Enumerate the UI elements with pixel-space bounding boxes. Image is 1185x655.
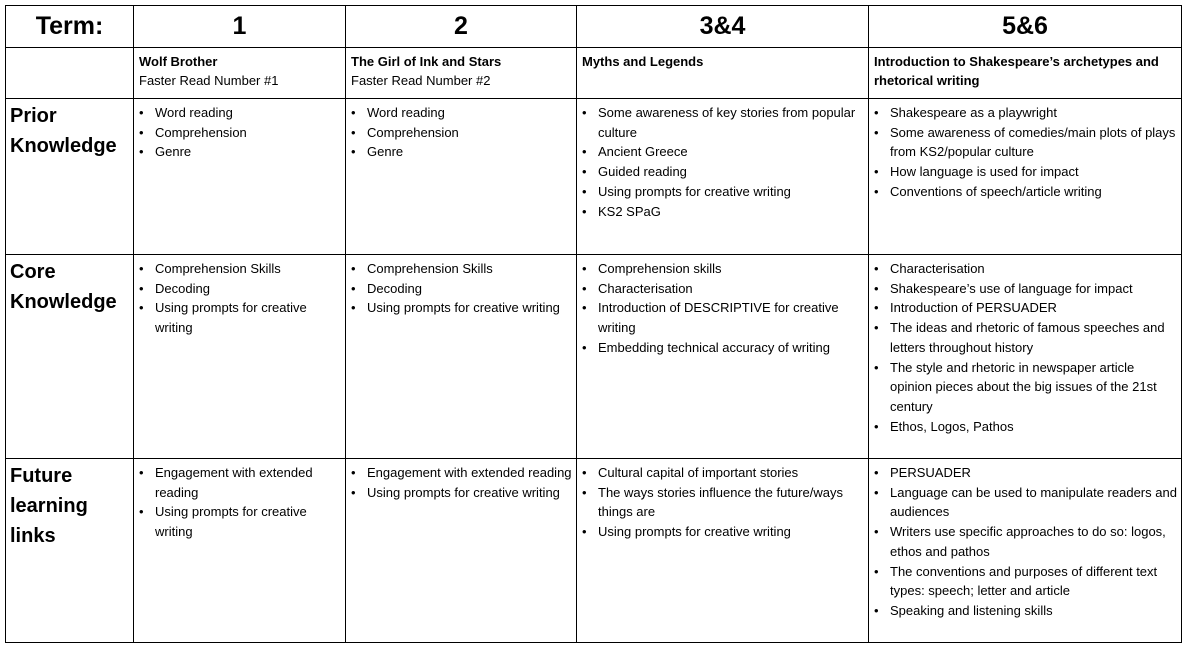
core-knowledge-row xyxy=(6,255,1182,459)
bullet-list xyxy=(577,99,868,221)
bullet-list xyxy=(134,255,345,338)
bullet-list xyxy=(134,459,345,542)
list-item: • Using prompts for creative writing xyxy=(367,298,572,318)
bullet-list xyxy=(577,459,868,542)
list-item: • Using prompts for creative writing xyxy=(367,483,572,503)
content-cell xyxy=(134,99,346,255)
bullet-list xyxy=(869,459,1181,621)
list-item: • Word reading xyxy=(367,103,572,123)
content-cell xyxy=(869,459,1182,643)
term-2-heading: 2 xyxy=(346,6,577,48)
content-cell xyxy=(577,459,869,643)
term-label: Term: xyxy=(6,6,134,48)
list-item: • Comprehension skills xyxy=(598,259,864,279)
unit-cell-term-1 xyxy=(134,48,346,99)
list-item: • Cultural capital of important stories xyxy=(598,463,864,483)
list-item: • Introduction of PERSUADER xyxy=(890,298,1177,318)
bullet-list xyxy=(346,255,576,318)
content-cell xyxy=(346,459,577,643)
term-3-4-heading: 3&4 xyxy=(577,6,869,48)
content-cell xyxy=(577,255,869,459)
content-cell xyxy=(869,255,1182,459)
list-item: • Language can be used to manipulate readers and audiences xyxy=(890,483,1177,522)
row-label: Prior Knowledge xyxy=(10,105,117,157)
bullet-list xyxy=(869,255,1181,436)
row-label-cell xyxy=(6,459,134,643)
content-cell xyxy=(346,99,577,255)
unit-title: Myths and Legends xyxy=(582,54,704,69)
list-item: • Using prompts for creative writing xyxy=(155,502,341,541)
list-item: • Genre xyxy=(367,142,572,162)
bullet-list xyxy=(346,459,576,502)
unit-title: Introduction to Shakespeare’s archetypes and rhetorical writing xyxy=(874,54,1159,88)
bullet-list xyxy=(346,99,576,162)
prior-knowledge-row xyxy=(6,99,1182,255)
list-item: • Conventions of speech/article writing xyxy=(890,182,1177,202)
list-item: • Engagement with extended reading xyxy=(155,463,341,502)
unit-title: Wolf Brother xyxy=(139,54,218,69)
row-label-cell xyxy=(6,99,134,255)
bullet-list xyxy=(134,99,345,162)
list-item: • Embedding technical accuracy of writing xyxy=(598,338,864,358)
list-item: • Guided reading xyxy=(598,162,864,182)
list-item: • PERSUADER xyxy=(890,463,1177,483)
unit-cell-term-2 xyxy=(346,48,577,99)
list-item: • Ancient Greece xyxy=(598,142,864,162)
list-item: • Shakespeare’s use of language for impact xyxy=(890,279,1177,299)
list-item: • Some awareness of key stories from popular culture xyxy=(598,103,864,142)
content-cell xyxy=(869,99,1182,255)
list-item: • Comprehension xyxy=(367,123,572,143)
unit-subtitle: Faster Read Number #2 xyxy=(351,73,491,88)
unit-row xyxy=(6,48,1182,99)
list-item: • Decoding xyxy=(367,279,572,299)
term-1-heading: 1 xyxy=(134,6,346,48)
row-label: Core Knowledge xyxy=(10,261,117,313)
curriculum-table xyxy=(5,5,1182,643)
header-row xyxy=(6,6,1182,48)
list-item: • The style and rhetoric in newspaper article opinion pieces about the big issues of the 21st century xyxy=(890,358,1177,417)
list-item: • Writers use specific approaches to do so: logos, ethos and pathos xyxy=(890,522,1177,561)
unit-cell-term-5-6 xyxy=(869,48,1182,99)
list-item: • Speaking and listening skills xyxy=(890,601,1177,621)
list-item: • The ideas and rhetoric of famous speeches and letters throughout history xyxy=(890,318,1177,357)
list-item: • Characterisation xyxy=(598,279,864,299)
unit-subtitle: Faster Read Number #1 xyxy=(139,73,279,88)
row-label: Future learning links xyxy=(10,465,88,547)
list-item: • Using prompts for creative writing xyxy=(598,522,864,542)
list-item: • Ethos, Logos, Pathos xyxy=(890,417,1177,437)
bullet-list xyxy=(577,255,868,358)
list-item: • Using prompts for creative writing xyxy=(598,182,864,202)
list-item: • Characterisation xyxy=(890,259,1177,279)
term-5-6-heading: 5&6 xyxy=(869,6,1182,48)
future-learning-row xyxy=(6,459,1182,643)
list-item: • Comprehension xyxy=(155,123,341,143)
content-cell xyxy=(134,255,346,459)
list-item: • Comprehension Skills xyxy=(155,259,341,279)
list-item: • The ways stories influence the future/ways things are xyxy=(598,483,864,522)
list-item: • Engagement with extended reading xyxy=(367,463,572,483)
unit-title: The Girl of Ink and Stars xyxy=(351,54,502,69)
list-item: • Introduction of DESCRIPTIVE for creative writing xyxy=(598,298,864,337)
list-item: • Decoding xyxy=(155,279,341,299)
content-cell xyxy=(577,99,869,255)
list-item: • Shakespeare as a playwright xyxy=(890,103,1177,123)
list-item: • Word reading xyxy=(155,103,341,123)
unit-cell-term-3-4 xyxy=(577,48,869,99)
row-label-cell xyxy=(6,255,134,459)
unit-row-blank-cell xyxy=(6,48,134,99)
list-item: • KS2 SPaG xyxy=(598,202,864,222)
list-item: • How language is used for impact xyxy=(890,162,1177,182)
bullet-list xyxy=(869,99,1181,202)
content-cell xyxy=(134,459,346,643)
list-item: • Genre xyxy=(155,142,341,162)
list-item: • Comprehension Skills xyxy=(367,259,572,279)
list-item: • The conventions and purposes of different text types: speech; letter and article xyxy=(890,562,1177,601)
list-item: • Some awareness of comedies/main plots of plays from KS2/popular culture xyxy=(890,123,1177,162)
list-item: • Using prompts for creative writing xyxy=(155,298,341,337)
content-cell xyxy=(346,255,577,459)
